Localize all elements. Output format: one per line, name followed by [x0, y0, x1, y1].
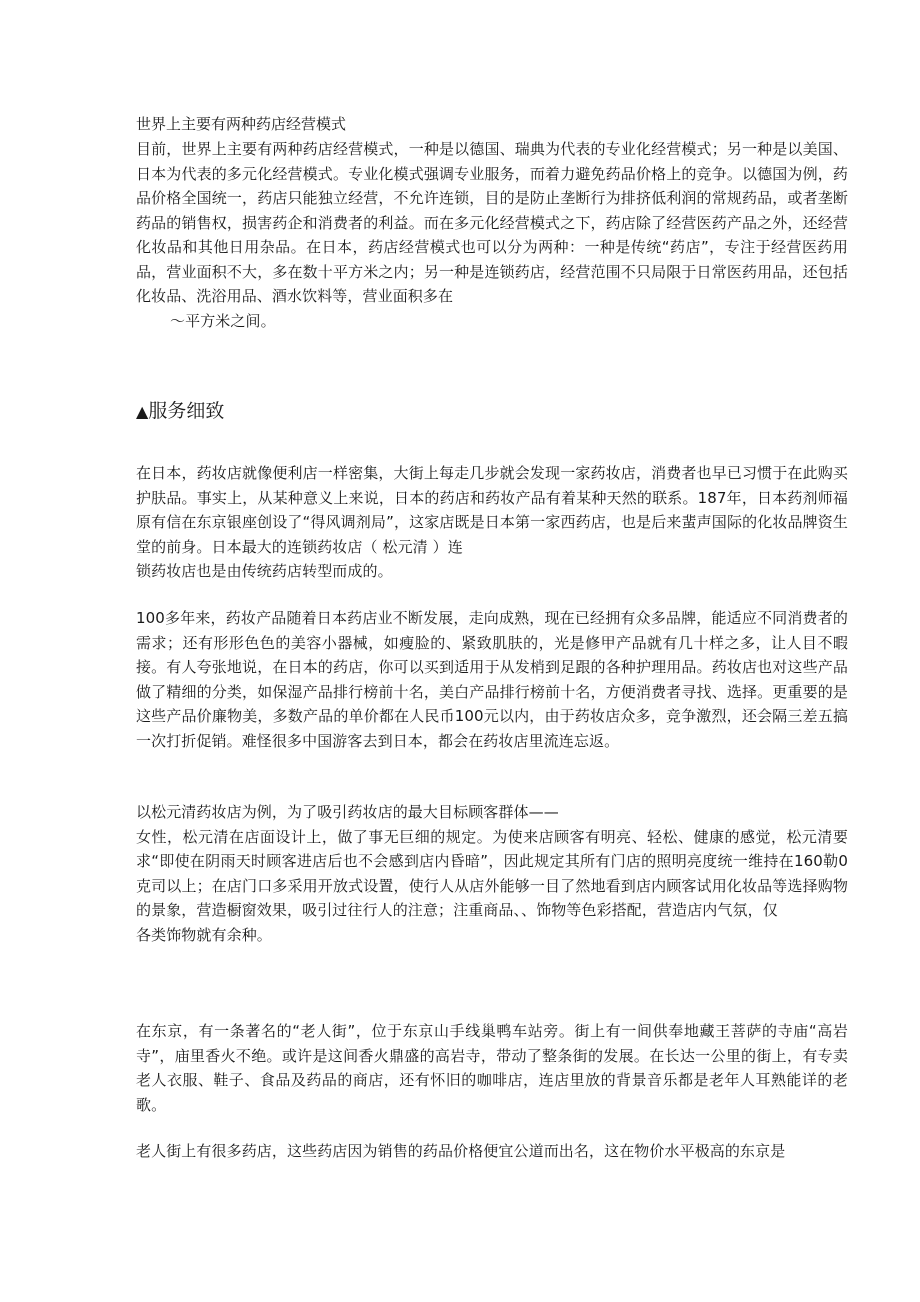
paragraph-1-tail: 锁药妆店也是由传统药店转型而成的。 — [136, 562, 393, 580]
triangle-marker-icon: ▲ — [136, 402, 149, 421]
intro-paragraph-tail: ～平方米之间。 — [170, 311, 276, 330]
paragraph-5: 老人街上有很多药店，这些药店因为销售的药品价格便宜公道而出名，这在物价水平极高的东京是 — [136, 1142, 786, 1160]
paragraph-2: 100多年来，药妆产品随着日本药店业不断发展，走向成熟，现在已经拥有众多品牌，能适应不同消费者的需求；还有形形色色的美容小器械，如瘦脸的、紧致肌肤的，光是修甲产品就有几十样之多，让人目不暇接。有人夸张地说，在日本的药店，你可以买到适用于从发梢到足跟的各种护理用品。药妆店也对这些产品做了精细的分类，如保湿产品排行榜前十名，美白产品排行榜前十名，方便消费者寻找、选择。更重要的是这些产品价廉物美，多数产品的单价都在人民币100元以内，由于药妆店众多，竞争激烈，还会隔三差五搞一次打折促销。难怪很多中国游客去到日本，都会在药妆店里流连忘返。 — [136, 609, 848, 750]
paragraph-2-block — [136, 606, 848, 753]
intro-paragraph: 目前，世界上主要有两种药店经营模式，一种是以德国、瑞典为代表的专业化经营模式；另一种是以美国、日本为代表的多元化经营模式。专业化模式强调专业服务，而着力避免药品价格上的竞争。以德国为例，药品价格全国统一，药店只能独立经营，不允许连锁，目的是防止垄断行为排挤低利润的常规药品，或者垄断药品的销售权，损害药企和消费者的利益。而在多元化经营模式之下，药店除了经营医药产品之外，还经营化妆品和其他日用杂品。在日本，药店经营模式也可以分为两种：一种是传统“药店”，专注于经营医药用品，营业面积不大，多在数十平方米之内；另一种是连锁药店，经营范围不只局限于日常医药用品，还包括化妆品、洗浴用品、酒水饮料等，营业面积多在 — [136, 140, 848, 305]
paragraph-4: 在东京，有一条著名的“老人街”，位于东京山手线巢鸭车站旁。街上有一间供奉地藏王菩萨的寺庙“高岩寺”，庙里香火不绝。或许是这间香火鼎盛的高岩寺，带动了整条街的发展。在长达一公里的街上，有专卖老人衣服、鞋子、食品及药品的商店，还有怀旧的咖啡店，连店里放的背景音乐都是老年人耳熟能详的老歌。 — [136, 1022, 848, 1114]
paragraph-1: 在日本，药妆店就像便利店一样密集，大街上每走几步就会发现一家药妆店，消费者也早已习惯于在此购买护肤品。事实上，从某种意义上来说，日本的药店和药妆产品有着某种天然的联系。187年，日本药剂师福原有信在东京银座创设了“得风调剂局”，这家店既是日本第一家西药店，也是后来蜚声国际的化妆品牌资生堂的前身。日本最大的连锁药妆店（ 松元清 ）连 — [136, 464, 848, 556]
paragraph-5-block — [136, 1139, 848, 1164]
section-heading — [136, 398, 224, 425]
paragraph-3-lead: 以松元清药妆店为例，为了吸引药妆店的最大目标顾客群体—— — [136, 803, 559, 821]
paragraph-3: 女性，松元清在店面设计上，做了事无巨细的规定。为使来店顾客有明亮、轻松、健康的感觉，松元清要求“即使在阴雨天时顾客进店后也不会感到店内昏暗”，因此规定其所有门店的照明亮度统一维持在160勒0克司以上；在店门口多采用开放式设置，使行人从店外能够一目了然地看到店内顾客试用化妆品等选择购物的景象，营造橱窗效果，吸引过往行人的注意；注重商品、、饰物等色彩搭配，营造店内气氛，仅 — [136, 827, 848, 919]
paragraph-3-block — [136, 800, 848, 947]
intro-paragraph-block — [136, 137, 848, 333]
document-title: 世界上主要有两种药店经营模式 — [136, 115, 347, 133]
paragraph-4-block — [136, 1019, 848, 1117]
paragraph-3-tail: 各类饰物就有余种。 — [136, 925, 272, 944]
section-heading-text: 服务细致 — [148, 400, 225, 422]
paragraph-1-block — [136, 461, 848, 584]
